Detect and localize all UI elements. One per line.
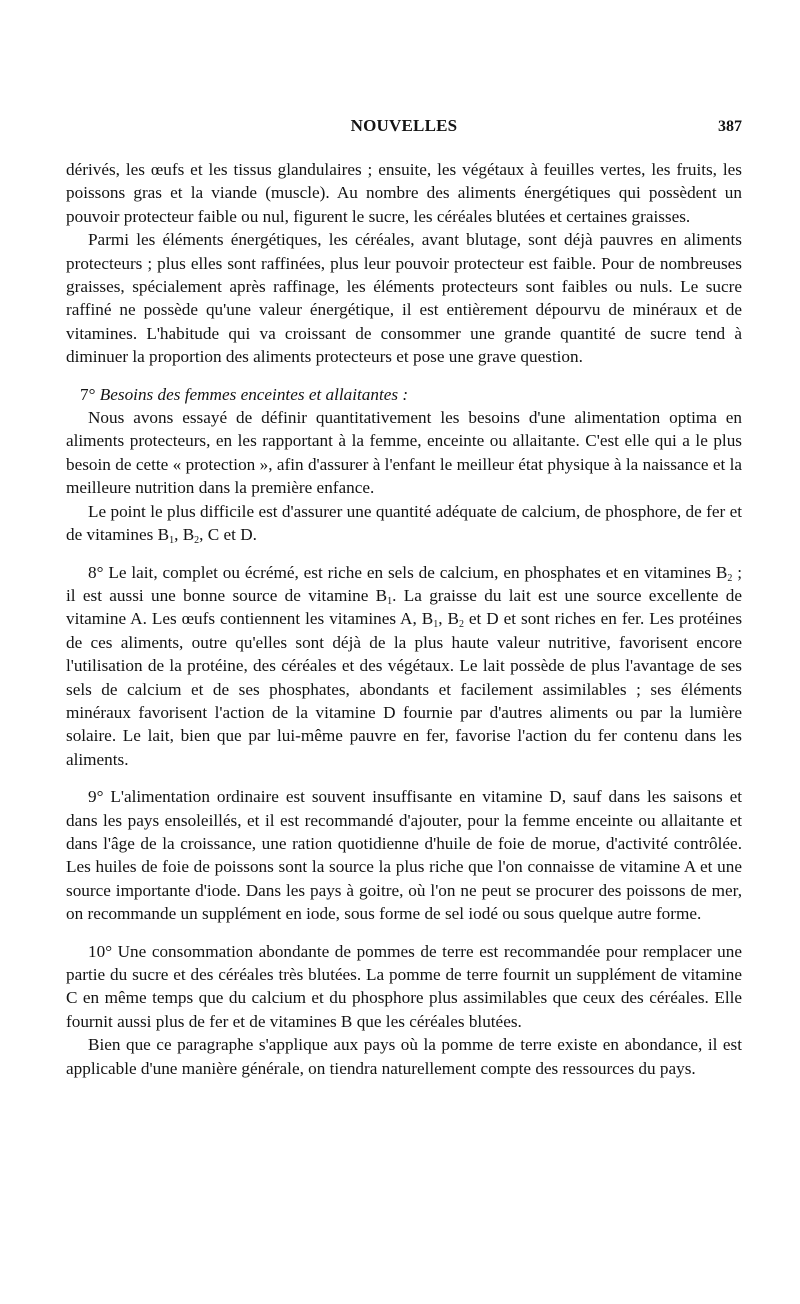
subscript: 2 <box>194 535 200 547</box>
subscript: 1 <box>169 535 175 547</box>
page-body <box>66 158 742 1080</box>
text-run: . La graisse du lait est une source excellente de vitamine A. Les œufs contiennent les vitamines A, B <box>66 585 742 629</box>
section-7-paragraph-1: Nous avons essayé de définir quantitativement les besoins d'une alimentation optima en aliments protecteurs, en les rapportant à la femme, enceinte ou allaitante. C'est elle qui a le plus besoin de cette « protection », afin d'assurer à l'enfant le meilleur état physique à la naissance et la meilleure nutrition dans la première enfance. <box>66 408 742 498</box>
section-7-paragraph-2 <box>66 500 742 547</box>
text-run: Le point le plus difficile est d'assurer une quantité adéquate de calcium, de phosphore, de fer et de vitamines B <box>66 501 742 545</box>
subscript: 2 <box>458 619 464 631</box>
text-run: , C et D. <box>199 525 257 545</box>
section-10-paragraph-2: Bien que ce paragraphe s'applique aux pays où la pomme de terre existe en abondance, il est applicable d'une manière générale, on tiendra naturellement compte des ressources du pays. <box>66 1035 742 1078</box>
paragraph-continued: dérivés, les œufs et les tissus glandulaires ; ensuite, les végétaux à feuilles vertes, les fruits, les poissons gras et la viande (muscle). Au nombre des aliments énergétiques qui possèdent un pouvoir protecteur faible ou nul, figurent le sucre, les céréales blutées et certaines graisses. <box>66 160 742 226</box>
section-9-paragraph: 9° L'alimentation ordinaire est souvent insuffisante en vitamine D, sauf dans les saisons et dans les pays ensoleillés, et il est recommandé d'ajouter, pour la femme enceinte ou allaitante et dans l'âge de la croissance, une ration quotidienne d'huile de foie de morue, d'activité contrôlée. Les huiles de foie de poissons sont la source la plus riche que l'on connaisse de vitamine A et une source importante d'iode. Dans les pays à goitre, où l'on ne peut se procurer des poissons de mer, on recommande un supplément en iode, sous forme de sel iodé ou sous quelque autre forme. <box>66 787 742 924</box>
section-7-title: Besoins des femmes enceintes et allaitantes : <box>99 384 409 404</box>
section-7-number: 7° <box>80 384 96 404</box>
page-header <box>66 116 742 146</box>
section-8-paragraph <box>66 561 742 772</box>
subscript: 1 <box>433 619 439 631</box>
subscript: 1 <box>387 595 393 607</box>
text-run: , B <box>438 609 459 629</box>
paragraph-energetic-elements: Parmi les éléments énergétiques, les céréales, avant blutage, sont déjà pauvres en aliments protecteurs ; plus elles sont raffinées, plus leur pouvoir protecteur est faible. Pour de nombreuses graisses, spécialement après raffinage, les éléments protecteurs sont faibles ou nuls. Le sucre raffiné ne possède qu'une valeur énergétique, il est entièrement dépourvu de minéraux et de vitamines. L'habitude qui va croissant de consommer une grande quantité de sucre tend à diminuer la proportion des aliments protecteurs et pose une grave question. <box>66 230 742 367</box>
page-number: 387 <box>718 118 742 135</box>
section-7-heading <box>66 383 742 406</box>
running-title: NOUVELLES <box>350 116 458 135</box>
text-run: ; il est aussi une bonne source de vitamine B <box>66 562 742 605</box>
text-run: et D et sont riches en fer. Les protéines de ces aliments, outre qu'elles sont déjà de la plus haute valeur nutritive, favorisent encore l'utilisation de la protéine, des céréales et des végétaux. Le lait possède de plus l'avantage de ses sels de calcium et de ses phosphates, abondants et facilement assimilables ; ses éléments minéraux favorisent l'action de la vitamine D fournie par d'autres aliments ou par la lumière solaire. Le lait, bien que par lui-même pauvre en fer, favorise l'action du fer contenu dans les aliments. <box>66 609 743 769</box>
subscript: 2 <box>727 572 733 584</box>
text-run: , B <box>174 525 195 545</box>
section-10-paragraph-1: 10° Une consommation abondante de pommes de terre est recommandée pour remplacer une partie du sucre et des céréales très blutées. La pomme de terre fournit un supplément de vitamine C en même temps que du calcium et du phosphore plus assimilables que ceux des céréales. Elle fournit aussi plus de fer et de vitamines B que les céréales blutées. <box>66 941 742 1031</box>
text-run: 8° Le lait, complet ou écrémé, est riche en sels de calcium, en phosphates et en vitamines B <box>88 562 728 582</box>
